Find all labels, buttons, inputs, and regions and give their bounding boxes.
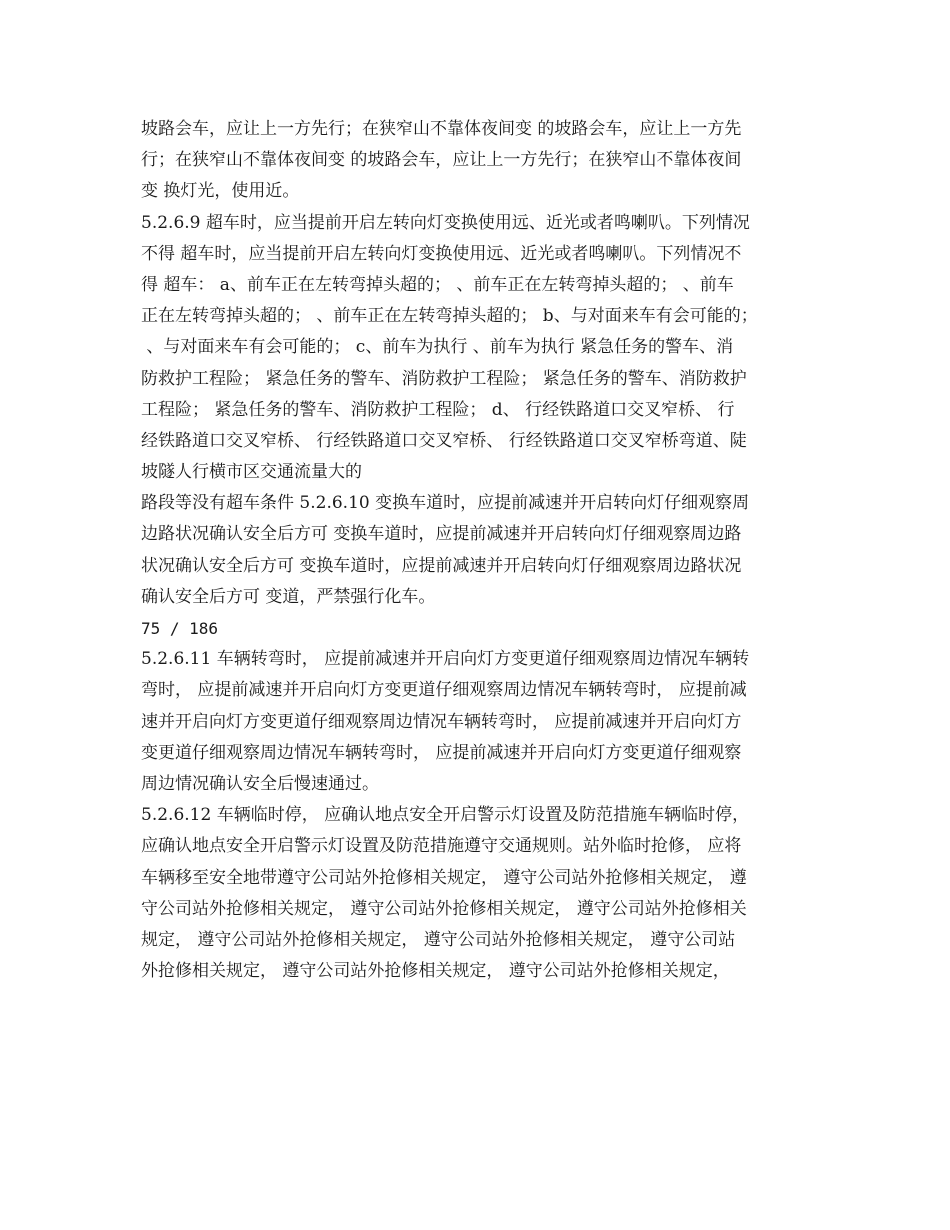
text-line: 路段等没有超车条件 5.2.6.10 变换车道时，应提前减速并开启转向灯仔细观察周 (141, 493, 750, 514)
text-line: 变更道仔细观察周边情况车辆转弯时， 应提前减速并开启向灯方变更道仔细观察 (141, 742, 742, 763)
text-line: 状况确认安全后方可 变换车道时，应提前减速并开启转向灯仔细观察周边路状况 (141, 555, 742, 576)
text-line: 得 超车： a、前车正在左转弯掉头超的； 、前车正在左转弯掉头超的； 、前车 (141, 274, 734, 295)
text-line: 速并开启向灯方变更道仔细观察周边情况车辆转弯时， 应提前减速并开启向灯方 (141, 711, 742, 732)
text-line: 5.2.6.12 车辆临时停， 应确认地点安全开启警示灯设置及防范措施车辆临时停， (141, 805, 750, 826)
text-line: 外抢修相关规定， 遵守公司站外抢修相关规定， 遵守公司站外抢修相关规定， (141, 961, 730, 982)
text-line: 应确认地点安全开启警示灯设置及防范措施遵守交通规则。站外临时抢修， 应将 (141, 836, 742, 857)
text-line: 变 换灯光，使用近。 (141, 181, 300, 202)
text-line: 正在左转弯掉头超的； 、前车正在左转弯掉头超的； b、与对面来车有会可能的； (141, 306, 758, 327)
text-line: 周边情况确认安全后慢速通过。 (141, 773, 379, 794)
text-line: 5.2.6.9 超车时，应当提前开启左转向灯变换使用远、近光或者鸣喇叭。下列情况 (141, 212, 750, 233)
text-line: 坡隧人行横市区交通流量大的 (141, 462, 362, 483)
text-line: 经铁路道口交叉窄桥、 行经铁路道口交叉窄桥、 行经铁路道口交叉窄桥弯道、陡 (141, 430, 747, 451)
body-text (141, 114, 821, 987)
text-line: 规定， 遵守公司站外抢修相关规定， 遵守公司站外抢修相关规定， 遵守公司站 (141, 929, 736, 950)
text-line: 弯时， 应提前减速并开启向灯方变更道仔细观察周边情况车辆转弯时， 应提前减 (141, 680, 747, 701)
text-line: 5.2.6.11 车辆转弯时， 应提前减速并开启向灯方变更道仔细观察周边情况车辆转 (141, 649, 750, 670)
text-line: 防救护工程险； 紧急任务的警车、消防救护工程险； 紧急任务的警车、消防救护 (141, 368, 747, 389)
text-line: 确认安全后方可 变道，严禁强行化车。 (141, 586, 436, 607)
text-line: 、与对面来车有会可能的； c、前车为执行 、前车为执行 紧急任务的警车、消 (141, 337, 734, 358)
text-line: 坡路会车，应让上一方先行；在狭窄山不靠体夜间变 的坡路会车，应让上一方先 (141, 119, 742, 139)
text-line: 车辆移至安全地带遵守公司站外抢修相关规定， 遵守公司站外抢修相关规定， 遵 (141, 867, 747, 888)
text-line: 行；在狭窄山不靠体夜间变 的坡路会车，应让上一方先行；在狭窄山不靠体夜间 (141, 150, 742, 171)
text-line: 不得 超车时，应当提前开启左转向灯变换使用远、近光或者鸣喇叭。下列情况不 (141, 243, 742, 264)
text-line: 边路状况确认安全后方可 变换车道时，应提前减速并开启转向灯仔细观察周边路 (141, 524, 742, 545)
page-number: 75 / 186 (141, 619, 219, 638)
text-line: 工程险； 紧急任务的警车、消防救护工程险； d、 行经铁路道口交叉窄桥、 行 (141, 399, 735, 420)
text-line: 守公司站外抢修相关规定， 遵守公司站外抢修相关规定， 遵守公司站外抢修相关 (141, 898, 747, 919)
